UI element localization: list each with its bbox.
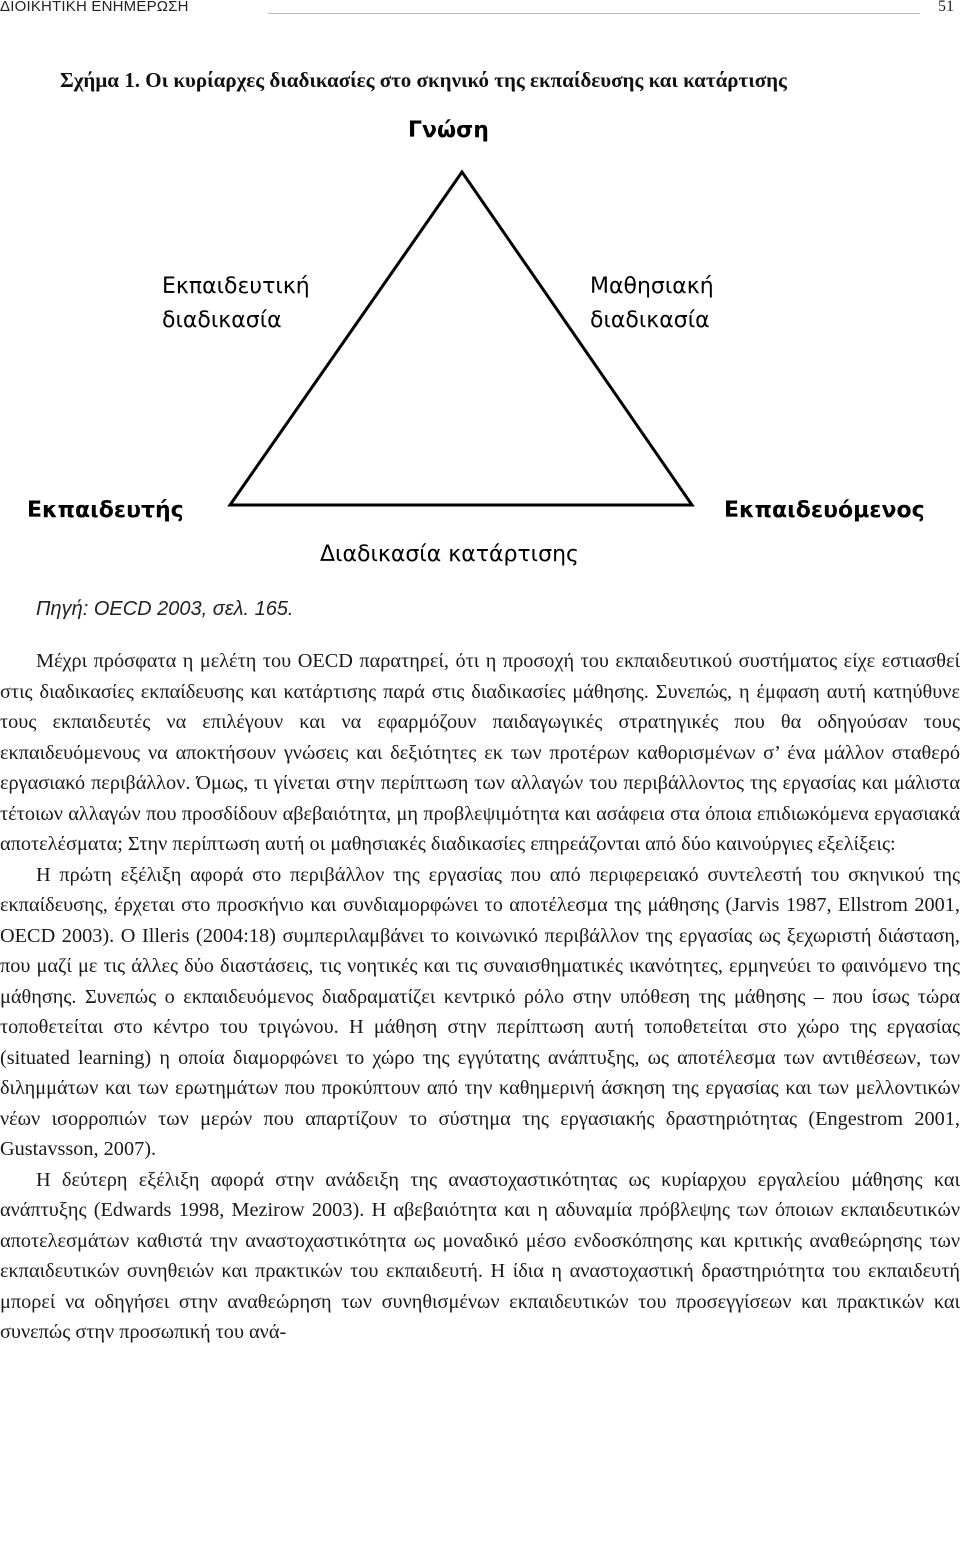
label-trainer: Εκπαιδευτής [27,498,184,523]
label-educational-process [162,270,310,338]
figure-caption: Σχήμα 1. Οι κυρίαρχες διαδικασίες στο σκηνικό της εκπαίδευσης και κατάρτισης [60,68,787,92]
triangle-shape [230,172,692,505]
page-number: 51 [938,0,954,15]
journal-title: ΔΙΟΙΚΗΤΙΚΗ ΕΝΗΜΕΡΩΣΗ [0,0,189,15]
label-trainee: Εκπαιδευόμενος [724,498,925,523]
label-learning-process [590,270,714,338]
body-text [0,646,960,1348]
triangle-diagram [0,0,960,600]
label-knowledge: Γνώση [408,118,489,143]
paragraph-1: Μέχρι πρόσφατα η μελέτη του OECD παρατηρεί, ότι η προσοχή του εκπαιδευτικού συστήματος είχε εστιασθεί στις διαδικασίες εκπαίδευσης και κατάρτισης παρά στις διαδικασίες μάθησης. Συνεπώς, η έμφαση αυτή κατηύθυνε τους εκπαιδευτές να επιλέγουν και να εφαρμόζουν παιδαγωγικές στρατηγικές που θα οδηγούσαν τους εκπαιδευόμενους να αποκτήσουν γνώσεις και δεξιότητες εκ των προτέρων καθορισμένων σ’ ένα μάλλον σταθερό εργασιακό περιβάλλον. Όμως, τι γίνεται στην περίπτωση των αλλαγών του περιβάλλοντος της εργασίας και μάλιστα τέτοιων αλλαγών που προσδίδουν αβεβαιότητα, μη προβλεψιμότητα και ασάφεια στα όποια επιδιωκόμενα εργασιακά αποτελέσματα; Στην περίπτωση αυτή οι μαθησιακές διαδικασίες επηρεάζονται από δύο καινούργιες εξελίξεις: [0,650,960,855]
label-educational-process-line2: διαδικασία [162,308,282,333]
paragraph-3: Η δεύτερη εξέλιξη αφορά στην ανάδειξη της αναστοχαστικότητας ως κυρίαρχου εργαλείου μάθησης και ανάπτυξης (Edwards 1998, Mezirow 2003). Η αβεβαιότητα και η αδυναμία πρόβλεψης των όποιων εκπαιδευτικών αποτελεσμάτων καθιστά την αναστοχαστικότητα ως μοναδικό μέσο ενδοσκόπησης και κριτικής αναθεώρησης των εκπαιδευτικών συνηθειών και πρακτικών του εκπαιδευτή. Η ίδια η αναστοχαστική δραστηριότητα του εκπαιδευτή μπορεί να οδηγήσει στην αναθεώρηση των συνηθισμένων εκπαιδευτικών του προσεγγίσεων και πρακτικών και συνεπώς στην προσωπική του ανά- [0,1168,960,1343]
label-educational-process-line1: Εκπαιδευτική [162,274,310,299]
figure-source: Πηγή: OECD 2003, σελ. 165. [36,598,294,620]
paragraph-2: Η πρώτη εξέλιξη αφορά στο περιβάλλον της εργασίας που από περιφερειακό συντελεστή του σκηνικού της εκπαίδευσης, έρχεται στο προσκήνιο και συνδιαμορφώνει το αποτέλεσμα της μάθησης (Jarvis 1987, Ellstrom 2001, OECD 2003). Ο Illeris (2004:18) συμπεριλαμβάνει το κοινωνικό περιβάλλον της εργασίας ως ξεχωριστή διάσταση, που μαζί με τις άλλες δύο διαστάσεις, τις νοητικές και τις συναισθηματικές ικανότητες, ερμηνεύει το φαινόμενο της μάθησης. Συνεπώς ο εκπαιδευόμενος διαδραματίζει κεντρικό ρόλο στην υπόθεση της μάθησης – που ίσως τώρα τοποθετείται στο κέντρο του τριγώνου. Η μάθηση στην περίπτωση αυτή τοποθετείται στο χώρο της εργασίας (situated learning) η οποία διαμορφώνει το χώρο της εγγύτατης ανάπτυξης, ως αποτέλεσμα των αντιθέσεων, των διλημμάτων και των ερωτημάτων που προκύπτουν από την καθημερινή άσκηση της εργασίας και των μελλοντικών νέων ισορροπιών των μερών που απαρτίζουν το σύστημα της εργασιακής δραστηριότητας (Engestrom 2001, Gustavsson, 2007). [0,863,960,1160]
label-learning-process-line1: Μαθησιακή [590,274,714,299]
label-training-process: Διαδικασία κατάρτισης [320,542,579,567]
label-learning-process-line2: διαδικασία [590,308,710,333]
